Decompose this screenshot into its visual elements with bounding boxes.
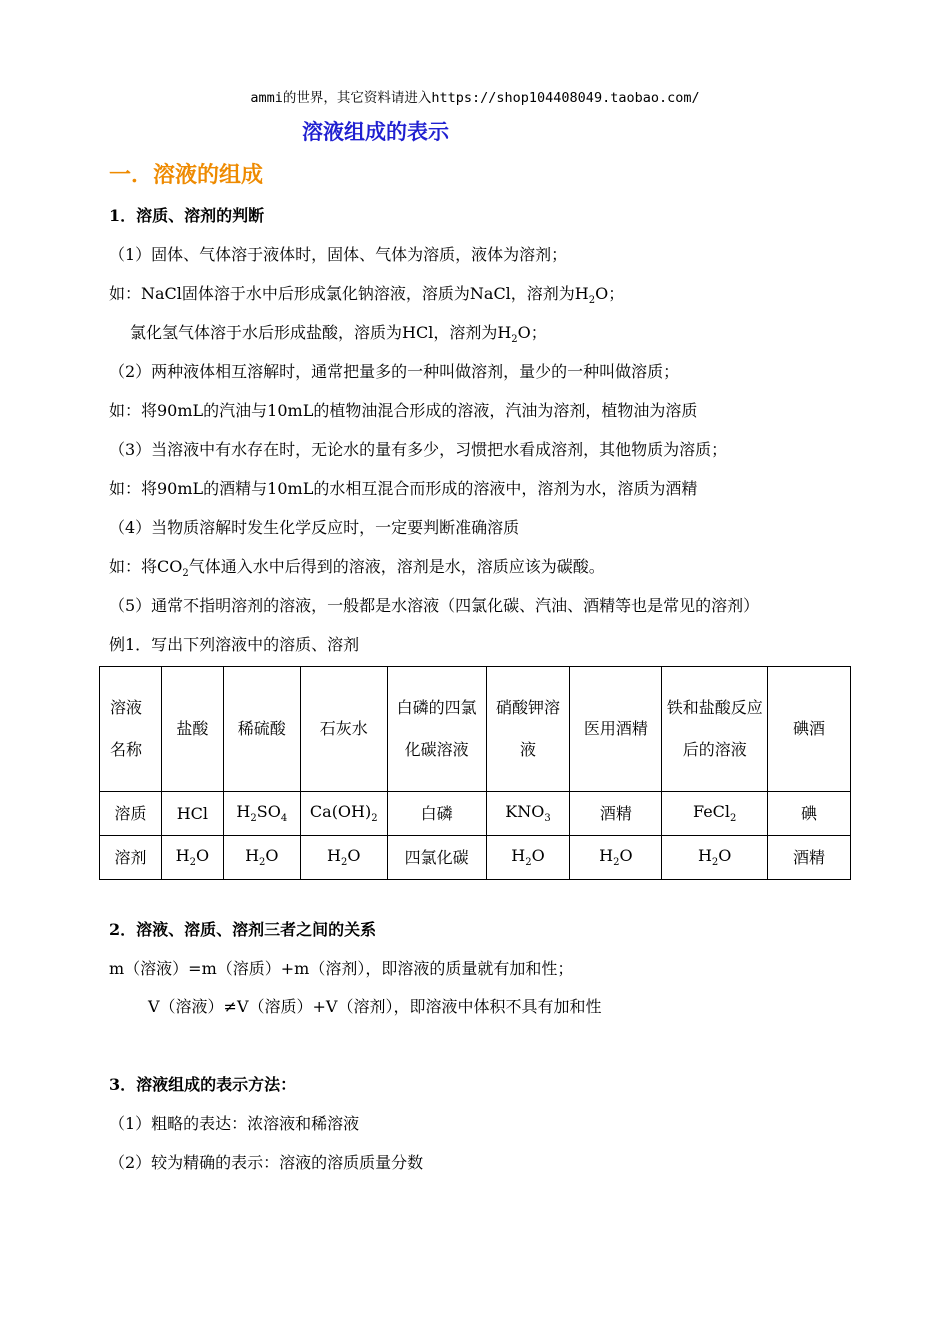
table-cell: 酒精 — [570, 792, 662, 836]
table-cell — [300, 792, 387, 836]
page-header: ammi的世界，其它资料请进入https://shop104408049.taobao.com/ — [250, 90, 700, 106]
table-cell — [662, 836, 768, 880]
text-line — [109, 554, 605, 577]
subscript: 2 — [730, 813, 737, 824]
formula-part: O — [265, 846, 279, 865]
text-line: （1）粗略的表达：浓溶液和稀溶液 — [109, 1114, 360, 1133]
formula-part: Ca(OH) — [309, 802, 372, 821]
text-line: （1）固体、气体溶于液体时，固体、气体为溶质，液体为溶剂； — [109, 245, 568, 264]
text-line: m（溶液）=m（溶质）+m（溶剂），即溶液的质量就有加和性； — [109, 959, 574, 978]
subheading-1: 1．溶质、溶剂的判断 — [109, 206, 265, 225]
subscript: 3 — [544, 813, 551, 824]
text-line: （5）通常不指明溶剂的溶液，一般都是水溶液（四氯化碳、汽油、酒精等也是常见的溶剂） — [109, 596, 760, 615]
subscript: 4 — [280, 813, 288, 824]
subscript: 2 — [340, 857, 348, 868]
table-row-solvent — [100, 836, 851, 880]
formula-part: H — [245, 846, 260, 865]
formula-part: O — [195, 846, 210, 865]
page-title: 溶液组成的表示 — [302, 119, 449, 144]
subscript: 2 — [511, 334, 518, 345]
subscript: 2 — [250, 813, 257, 824]
formula-part: H — [697, 846, 712, 865]
text-line: （4）当物质溶解时发生化学反应时，一定要判断准确溶质 — [109, 518, 520, 537]
section-heading: 一．溶液的组成 — [109, 162, 264, 188]
subscript: 2 — [525, 857, 532, 868]
table-header-row — [100, 667, 851, 792]
table-header-cell: 医用酒精 — [570, 667, 662, 792]
table-cell — [486, 836, 570, 880]
formula-part: H — [599, 846, 614, 865]
table-row-solute — [100, 792, 851, 836]
subscript: 2 — [259, 857, 266, 868]
formula-part: KNO — [505, 802, 545, 821]
text-line: （2）两种液体相互溶解时，通常把量多的一种叫做溶剂，量少的一种叫做溶质； — [109, 362, 680, 381]
text-line: （3）当溶液中有水存在时，无论水的量有多少，习惯把水看成溶剂，其他物质为溶质； — [109, 440, 728, 459]
table-header-cell: 碘酒 — [768, 667, 851, 792]
table-row-label: 溶质 — [100, 792, 162, 836]
text-span: 氯化氢气体溶于水后形成盐酸，溶质为HCl，溶剂为H — [130, 323, 512, 342]
subscript: 2 — [711, 857, 719, 868]
formula-part: O — [347, 846, 361, 865]
table-cell — [486, 792, 570, 836]
table-header-cell: 白磷的四氯化碳溶液 — [387, 667, 486, 792]
text-line — [130, 320, 547, 343]
table-cell: 四氯化碳 — [387, 836, 486, 880]
formula-part: FeCl — [692, 802, 731, 821]
table-cell — [223, 836, 300, 880]
subscript: 2 — [613, 857, 620, 868]
text-line — [109, 281, 624, 304]
formula-part: H — [236, 802, 251, 821]
formula-part: O — [718, 846, 732, 865]
table-header-cell: 稀硫酸 — [223, 667, 300, 792]
formula-part: H — [175, 846, 190, 865]
table-header-cell: 硝酸钾溶液 — [486, 667, 570, 792]
solution-table — [99, 666, 851, 880]
table-cell: HCl — [161, 792, 223, 836]
formula-part: H — [327, 846, 341, 865]
subscript: 2 — [182, 568, 189, 579]
text-line: 如：将90mL的酒精与10mL的水相互混合而形成的溶液中，溶剂为水，溶质为酒精 — [109, 479, 698, 498]
formula-part: O — [531, 846, 545, 865]
formula-part: O — [619, 846, 633, 865]
table-header-cell: 盐酸 — [161, 667, 223, 792]
table-cell — [223, 792, 300, 836]
subheading-2: 2．溶液、溶质、溶剂三者之间的关系 — [109, 920, 377, 939]
table-row-label: 溶剂 — [100, 836, 162, 880]
table-cell: 酒精 — [768, 836, 851, 880]
subscript: 2 — [371, 813, 378, 824]
table-cell — [300, 836, 387, 880]
table-cell — [570, 836, 662, 880]
table-cell — [161, 836, 223, 880]
table-header-cell: 石灰水 — [300, 667, 387, 792]
formula-part: H — [511, 846, 526, 865]
table-header-cell: 铁和盐酸反应后的溶液 — [662, 667, 768, 792]
table-cell: 碘 — [768, 792, 851, 836]
text-span: 如：NaCl固体溶于水中后形成氯化钠溶液，溶质为NaCl，溶剂为H — [109, 284, 589, 303]
text-line: 例1．写出下列溶液中的溶质、溶剂 — [109, 635, 360, 654]
text-span: O； — [595, 284, 625, 303]
subscript: 2 — [189, 857, 196, 868]
table-cell — [662, 792, 768, 836]
text-span: 如：将CO — [109, 557, 183, 576]
formula-part: SO — [256, 802, 281, 821]
text-line: V（溶液）≠V（溶质）+V（溶剂），即溶液中体积不具有加和性 — [148, 997, 602, 1016]
text-span: 气体通入水中后得到的溶液，溶剂是水，溶质应该为碳酸。 — [188, 557, 605, 576]
subheading-3: 3．溶液组成的表示方法： — [109, 1075, 297, 1094]
subscript: 2 — [588, 295, 596, 306]
text-line: 如：将90mL的汽油与10mL的植物油混合形成的溶液，汽油为溶剂，植物油为溶质 — [109, 401, 698, 420]
table-header-cell: 溶液名称 — [100, 667, 162, 792]
text-span: O； — [517, 323, 547, 342]
text-line: （2）较为精确的表示：溶液的溶质质量分数 — [109, 1153, 424, 1172]
table-cell: 白磷 — [387, 792, 486, 836]
